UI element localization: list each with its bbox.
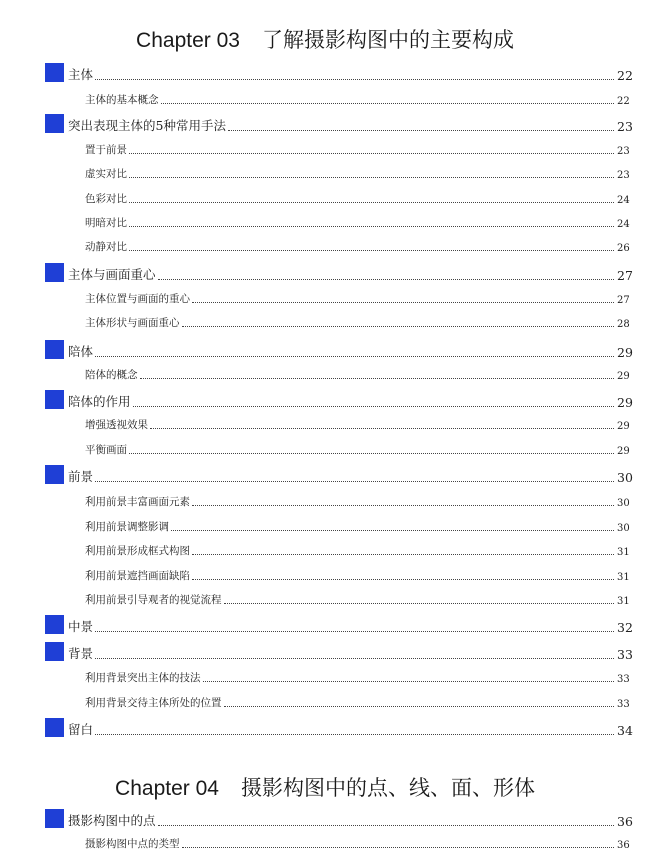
toc-subsection-label: 平衡画面 [85, 444, 127, 456]
dot-leader [133, 405, 614, 407]
toc-section-label: 前景 [68, 469, 94, 484]
toc-page-number: 31 [617, 547, 630, 558]
toc-subsection-entry[interactable] [0, 538, 650, 558]
dot-leader [129, 201, 614, 203]
blue-square-bullet-icon [45, 390, 64, 409]
toc-subsection-label: 利用前景引导观者的视觉流程 [85, 594, 222, 606]
dot-leader [95, 78, 614, 80]
toc-page-number: 27 [617, 295, 630, 306]
toc-section-label: 陪体 [68, 344, 94, 359]
toc-subsection-entry[interactable] [0, 161, 650, 181]
dot-leader [192, 553, 614, 555]
toc-subsection-label: 主体的基本概念 [85, 94, 159, 106]
toc-subsection-entry[interactable] [0, 87, 650, 107]
toc-page-number: 29 [617, 421, 630, 432]
toc-section-entry[interactable] [0, 338, 650, 360]
dot-leader [192, 578, 614, 580]
toc-page-number: 29 [617, 371, 630, 382]
toc-section-label: 留白 [68, 722, 94, 737]
toc-subsection-entry[interactable] [0, 489, 650, 509]
toc-section-entry[interactable] [0, 716, 650, 738]
toc-page-number: 33 [617, 699, 630, 710]
toc-page-number: 28 [617, 319, 630, 330]
toc-page-number: 29 [617, 345, 633, 360]
toc-page-number: 31 [617, 596, 630, 607]
toc-subsection-label: 主体位置与画面的重心 [85, 293, 190, 305]
toc-section-entry[interactable] [0, 388, 650, 410]
toc-page-number: 36 [617, 840, 630, 851]
toc-section-entry[interactable] [0, 807, 650, 829]
toc-section-entry[interactable] [0, 112, 650, 134]
toc-page-number: 24 [617, 219, 630, 230]
chapter-title-text: 了解摄影构图中的主要构成 [261, 29, 514, 52]
dot-leader [129, 152, 614, 154]
dot-leader [140, 377, 615, 379]
toc-subsection-entry[interactable] [0, 210, 650, 230]
toc-subsection-entry[interactable] [0, 690, 650, 710]
dot-leader [95, 657, 614, 659]
toc-page-number: 30 [617, 470, 633, 485]
blue-square-bullet-icon [45, 718, 64, 737]
toc-page-number: 27 [617, 268, 633, 283]
chapter-heading [0, 772, 650, 802]
toc-page-number: 30 [617, 523, 630, 534]
dot-leader [192, 504, 614, 506]
toc-subsection-label: 利用背景突出主体的技法 [85, 672, 201, 684]
toc-subsection-label: 明暗对比 [85, 217, 127, 229]
dot-leader [228, 129, 614, 131]
toc-subsection-entry[interactable] [0, 286, 650, 306]
dot-leader [182, 846, 615, 848]
dot-leader [129, 176, 614, 178]
dot-leader [158, 824, 614, 826]
toc-section-label: 陪体的作用 [68, 394, 131, 409]
toc-subsection-entry[interactable] [0, 665, 650, 685]
toc-subsection-label: 主体形状与画面重心 [85, 317, 180, 329]
toc-page-number: 30 [617, 498, 630, 509]
dot-leader [224, 705, 615, 707]
toc-page-number: 23 [617, 170, 630, 181]
dot-leader [95, 355, 614, 357]
dot-leader [192, 301, 614, 303]
toc-subsection-label: 动静对比 [85, 241, 127, 253]
dot-leader [95, 733, 614, 735]
toc-subsection-entry[interactable] [0, 563, 650, 583]
toc-subsection-label: 增强透视效果 [85, 419, 148, 431]
toc-subsection-label: 色彩对比 [85, 193, 127, 205]
toc-page-number: 33 [617, 647, 633, 662]
blue-square-bullet-icon [45, 615, 64, 634]
dot-leader [158, 278, 614, 280]
toc-page-number: 29 [617, 446, 630, 457]
toc-page-number: 22 [617, 96, 630, 107]
toc-section-entry[interactable] [0, 261, 650, 283]
dot-leader [129, 249, 614, 251]
dot-leader [171, 529, 614, 531]
toc-section-entry[interactable] [0, 463, 650, 485]
toc-section-entry[interactable] [0, 613, 650, 635]
toc-subsection-label: 利用前景遮挡画面缺陷 [85, 570, 190, 582]
blue-square-bullet-icon [45, 114, 64, 133]
toc-section-label: 主体与画面重心 [68, 267, 156, 282]
toc-subsection-label: 陪体的概念 [85, 369, 138, 381]
dot-leader [182, 325, 615, 327]
toc-page-number: 33 [617, 674, 630, 685]
chapter-title-text: 摄影构图中的点、线、面、形体 [240, 777, 535, 800]
dot-leader [150, 427, 614, 429]
toc-section-label: 主体 [68, 67, 94, 82]
toc-subsection-entry[interactable] [0, 412, 650, 432]
toc-subsection-entry[interactable] [0, 831, 650, 851]
blue-square-bullet-icon [45, 263, 64, 282]
toc-page-number: 31 [617, 572, 630, 583]
dot-leader [95, 480, 614, 482]
toc-page-number: 36 [617, 814, 633, 829]
toc-subsection-label: 利用前景丰富画面元素 [85, 496, 190, 508]
toc-section-label: 摄影构图中的点 [68, 813, 156, 828]
chapter-heading [0, 24, 650, 54]
toc-subsection-label: 置于前景 [85, 144, 127, 156]
dot-leader [129, 452, 614, 454]
toc-subsection-entry[interactable] [0, 310, 650, 330]
toc-subsection-entry[interactable] [0, 186, 650, 206]
toc-section-label: 突出表现主体的5种常用手法 [68, 118, 226, 133]
toc-subsection-entry[interactable] [0, 362, 650, 382]
dot-leader [203, 680, 615, 682]
toc-subsection-label: 利用前景调整影调 [85, 521, 169, 533]
toc-subsection-label: 利用背景交待主体所处的位置 [85, 697, 222, 709]
toc-subsection-entry[interactable] [0, 514, 650, 534]
toc-section-entry[interactable] [0, 640, 650, 662]
dot-leader [95, 630, 614, 632]
toc-page-number: 23 [617, 146, 630, 157]
blue-square-bullet-icon [45, 63, 64, 82]
dot-leader [129, 225, 614, 227]
toc-page-number: 24 [617, 195, 630, 206]
toc-page-number: 29 [617, 395, 633, 410]
toc-page-number: 34 [617, 723, 633, 738]
toc-page-number: 26 [617, 243, 630, 254]
chapter-number: Chapter 04 [115, 777, 219, 800]
toc-subsection-entry[interactable] [0, 437, 650, 457]
blue-square-bullet-icon [45, 465, 64, 484]
blue-square-bullet-icon [45, 809, 64, 828]
toc-subsection-entry[interactable] [0, 234, 650, 254]
dot-leader [224, 602, 615, 604]
toc-page-number: 32 [617, 620, 633, 635]
toc-subsection-label: 虚实对比 [85, 168, 127, 180]
toc-subsection-entry[interactable] [0, 587, 650, 607]
toc-subsection-label: 摄影构图中点的类型 [85, 838, 180, 850]
chapter-number: Chapter 03 [136, 29, 240, 52]
blue-square-bullet-icon [45, 340, 64, 359]
toc-section-entry[interactable] [0, 61, 650, 83]
blue-square-bullet-icon [45, 642, 64, 661]
toc-section-label: 中景 [68, 619, 94, 634]
toc-section-label: 背景 [68, 646, 94, 661]
dot-leader [161, 102, 615, 104]
toc-page-number: 23 [617, 119, 633, 134]
toc-page-number: 22 [617, 68, 633, 83]
toc-subsection-label: 利用前景形成框式构图 [85, 545, 190, 557]
toc-subsection-entry[interactable] [0, 137, 650, 157]
